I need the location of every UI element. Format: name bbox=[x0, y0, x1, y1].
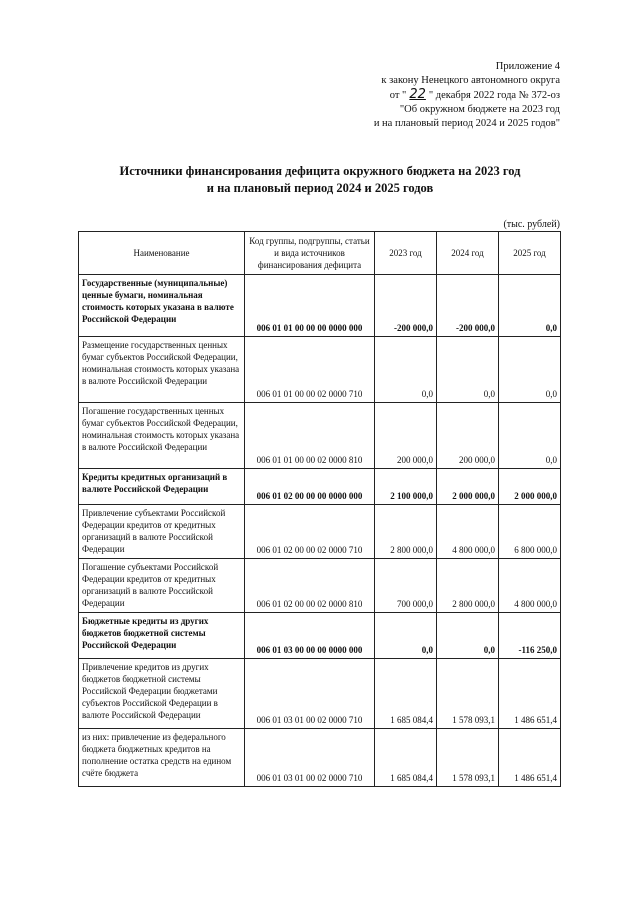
appendix-law-title: "Об окружном бюджете на 2023 год bbox=[399, 104, 560, 115]
table-row bbox=[79, 403, 561, 469]
row-2025: 0,0 bbox=[499, 337, 561, 403]
row-2025: 1 486 651,4 bbox=[499, 729, 561, 787]
row-2023: 0,0 bbox=[375, 613, 437, 659]
header-2024: 2024 год bbox=[437, 232, 499, 275]
handwritten-day: 22 bbox=[409, 87, 426, 102]
row-2025: 0,0 bbox=[499, 275, 561, 337]
row-2023: 700 000,0 bbox=[375, 559, 437, 613]
row-2024: 1 578 093,1 bbox=[437, 729, 499, 787]
row-code: 006 01 01 00 00 02 0000 810 bbox=[245, 403, 375, 469]
row-2024: 1 578 093,1 bbox=[437, 659, 499, 729]
row-code: 006 01 01 00 00 02 0000 710 bbox=[245, 337, 375, 403]
row-name: Погашение субъектами Российской Федерации кредитов от кредитных организаций в валюте Российской Федерации bbox=[79, 559, 245, 613]
row-name: из них: привлечение из федерального бюджета бюджетных кредитов на пополнение остатка средств на едином счёте бюджета bbox=[79, 729, 245, 787]
row-2024: 2 000 000,0 bbox=[437, 469, 499, 505]
row-2023: 2 100 000,0 bbox=[375, 469, 437, 505]
row-code: 006 01 03 01 00 02 0000 710 bbox=[245, 659, 375, 729]
row-2025: 1 486 651,4 bbox=[499, 659, 561, 729]
units-label: (тыс. рублей) bbox=[503, 219, 560, 230]
row-2023: 0,0 bbox=[375, 337, 437, 403]
table-row bbox=[79, 613, 561, 659]
financing-sources-table bbox=[78, 231, 561, 787]
table-row bbox=[79, 729, 561, 787]
appendix-date-suffix: " декабря 2022 года № 372-оз bbox=[428, 90, 560, 101]
row-2025: 4 800 000,0 bbox=[499, 559, 561, 613]
row-name: Привлечение кредитов из других бюджетов бюджетной системы Российской Федерации бюджетами субъектов Российской Федерации в валюте Российской Федерации bbox=[79, 659, 245, 729]
header-2025: 2025 год bbox=[499, 232, 561, 275]
row-code: 006 01 01 00 00 00 0000 000 bbox=[245, 275, 375, 337]
row-2024: 4 800 000,0 bbox=[437, 505, 499, 559]
table-header-row bbox=[79, 232, 561, 275]
title-line-2: и на плановый период 2024 и 2025 годов bbox=[206, 181, 434, 195]
table-row bbox=[79, 275, 561, 337]
row-name: Кредиты кредитных организаций в валюте Российской Федерации bbox=[79, 469, 245, 505]
appendix-date-prefix: от " bbox=[389, 90, 407, 101]
row-2025: -116 250,0 bbox=[499, 613, 561, 659]
table-row bbox=[79, 469, 561, 505]
appendix-date-line bbox=[374, 88, 560, 103]
row-2023: 2 800 000,0 bbox=[375, 505, 437, 559]
row-2023: 1 685 084,4 bbox=[375, 659, 437, 729]
appendix-block bbox=[374, 60, 560, 131]
row-code: 006 01 02 00 00 02 0000 710 bbox=[245, 505, 375, 559]
row-name: Привлечение субъектами Российской Федерации кредитов от кредитных организаций в валюте Российской Федерации bbox=[79, 505, 245, 559]
table-row bbox=[79, 559, 561, 613]
title-line-1: Источники финансирования дефицита окружного бюджета на 2023 год bbox=[119, 164, 521, 178]
table-row bbox=[79, 337, 561, 403]
row-code: 006 01 02 00 00 00 0000 000 bbox=[245, 469, 375, 505]
appendix-law-reference: к закону Ненецкого автономного округа bbox=[381, 75, 560, 86]
appendix-number: Приложение 4 bbox=[495, 61, 560, 72]
header-name: Наименование bbox=[79, 232, 245, 275]
header-2023: 2023 год bbox=[375, 232, 437, 275]
row-2023: 1 685 084,4 bbox=[375, 729, 437, 787]
table-row bbox=[79, 505, 561, 559]
document-title bbox=[0, 163, 640, 197]
row-2024: -200 000,0 bbox=[437, 275, 499, 337]
row-name: Бюджетные кредиты из других бюджетов бюджетной системы Российской Федерации bbox=[79, 613, 245, 659]
row-code: 006 01 03 00 00 00 0000 000 bbox=[245, 613, 375, 659]
row-2025: 2 000 000,0 bbox=[499, 469, 561, 505]
row-2024: 0,0 bbox=[437, 613, 499, 659]
row-2024: 0,0 bbox=[437, 337, 499, 403]
row-2023: -200 000,0 bbox=[375, 275, 437, 337]
row-code: 006 01 03 01 00 02 0000 710 bbox=[245, 729, 375, 787]
row-2023: 200 000,0 bbox=[375, 403, 437, 469]
row-name: Погашение государственных ценных бумаг субъектов Российской Федерации, номинальная стоимость которых указана в валюте Российской Федерации bbox=[79, 403, 245, 469]
row-2024: 2 800 000,0 bbox=[437, 559, 499, 613]
row-2025: 6 800 000,0 bbox=[499, 505, 561, 559]
row-2024: 200 000,0 bbox=[437, 403, 499, 469]
header-code: Код группы, подгруппы, статьи и вида источников финансирования дефицита bbox=[245, 232, 375, 275]
appendix-law-title-cont: и на плановый период 2024 и 2025 годов" bbox=[373, 118, 560, 129]
table-row bbox=[79, 659, 561, 729]
row-code: 006 01 02 00 00 02 0000 810 bbox=[245, 559, 375, 613]
row-name: Государственные (муниципальные) ценные бумаги, номинальная стоимость которых указана в валюте Российской Федерации bbox=[79, 275, 245, 337]
row-name: Размещение государственных ценных бумаг субъектов Российской Федерации, номинальная стоимость которых указана в валюте Российской Федерации bbox=[79, 337, 245, 403]
row-2025: 0,0 bbox=[499, 403, 561, 469]
